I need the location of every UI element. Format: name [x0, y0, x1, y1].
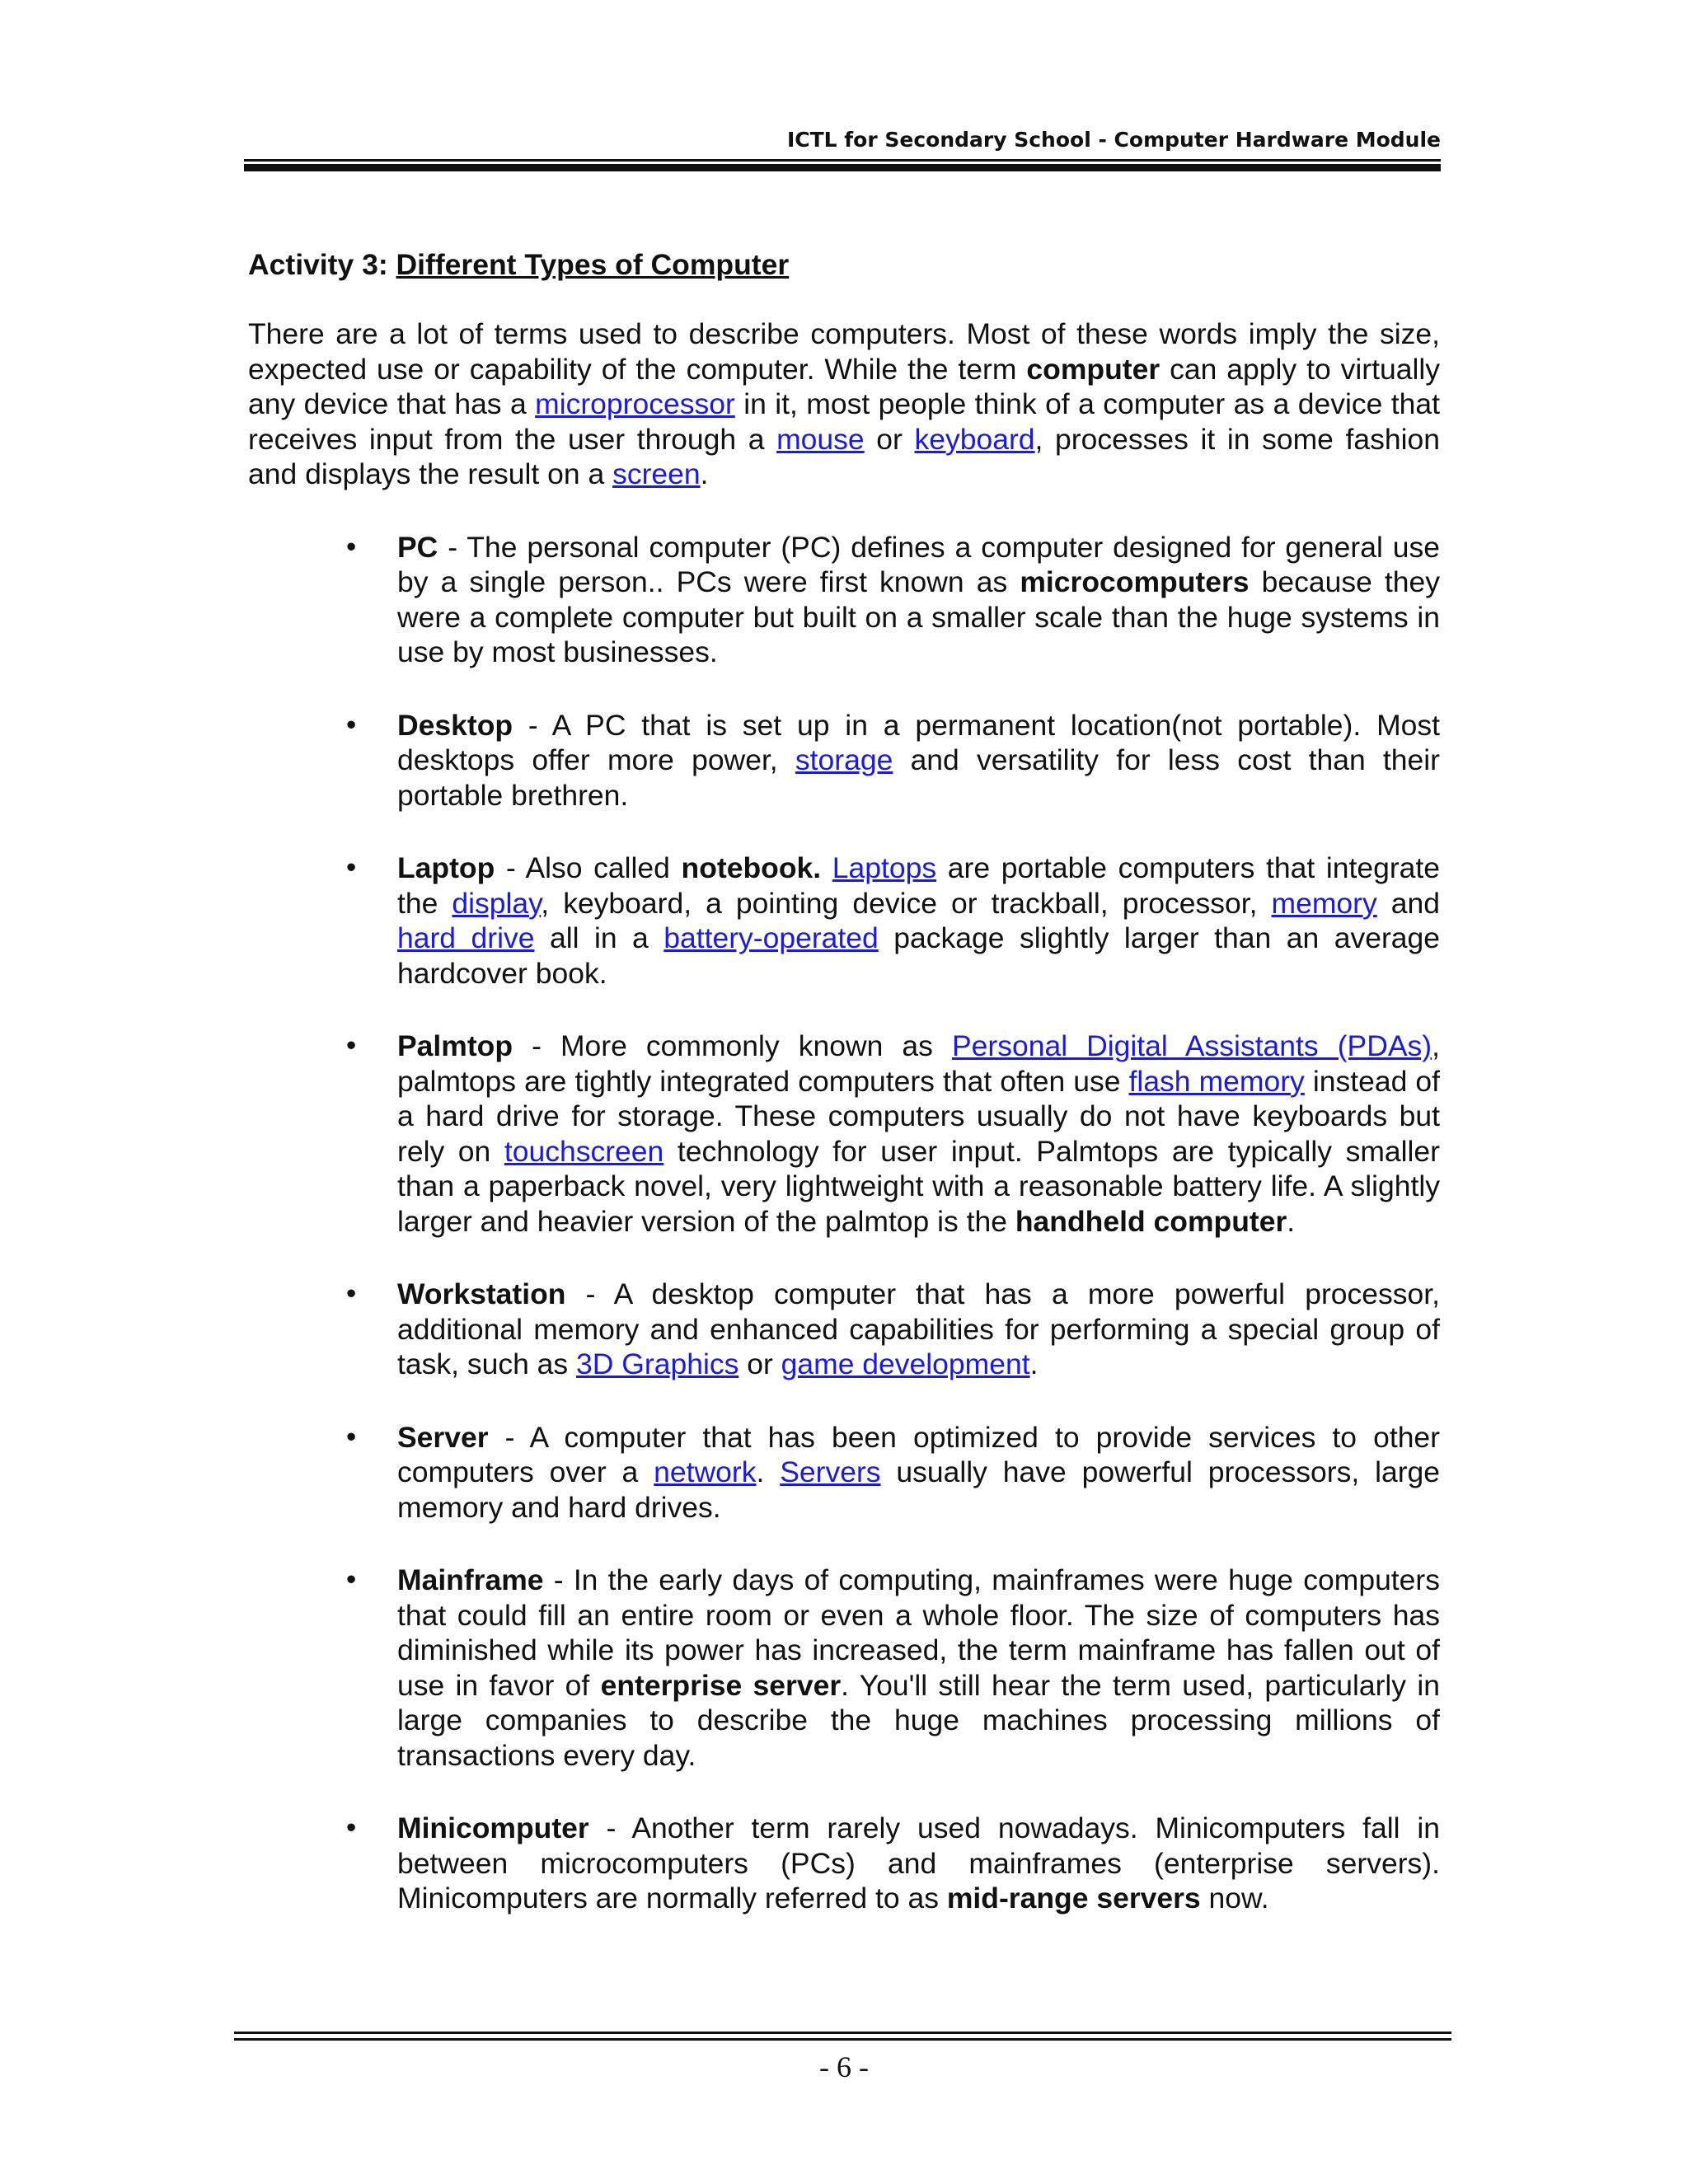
item-text: - In the early days of computing, mainframes were huge computers that could fill an entire room or even a whole floor. The size of computers has diminished while its power has increased, the term mainframe has fallen out of use in favor of	[397, 1563, 1440, 1702]
item-text: technology for user input. Palmtops are typically smaller than a paperback novel, very lightweight with a reasonable battery life. A slightly larger and heavier version of the palmtop is the	[397, 1134, 1440, 1238]
item-text: and versatility for less cost than their portable brethren.	[397, 743, 1440, 812]
activity-heading	[248, 247, 1440, 282]
item-text: now.	[1200, 1882, 1269, 1915]
link-touchscreen[interactable]: touchscreen	[504, 1134, 664, 1168]
intro-text: in it, most people think of a computer as a device that receives input from the user through a	[248, 387, 1440, 456]
term-server: Server	[397, 1420, 489, 1454]
item-text: or	[738, 1347, 781, 1380]
activity-label: Activity 3:	[248, 248, 396, 281]
bullet-icon: •	[346, 1029, 357, 1062]
bullet-icon: •	[346, 1420, 357, 1453]
term-desktop: Desktop	[397, 708, 513, 742]
link-mouse[interactable]: mouse	[776, 422, 865, 456]
page-number: - 6 -	[819, 2050, 869, 2083]
link-display[interactable]: display	[452, 886, 542, 920]
item-text: .	[1029, 1347, 1039, 1380]
list-item-laptop	[248, 851, 1440, 991]
link-laptops[interactable]: Laptops	[832, 851, 937, 884]
computer-types-list	[248, 530, 1440, 1916]
link-memory[interactable]: memory	[1271, 886, 1377, 920]
link-hard-drive[interactable]: hard drive	[397, 921, 535, 954]
link-microprocessor[interactable]: microprocessor	[535, 387, 735, 420]
term-pc: PC	[397, 530, 438, 564]
bullet-icon: •	[346, 851, 357, 883]
item-text: package slightly larger than an average hardcover book.	[397, 921, 1440, 990]
item-text: - A desktop computer that has a more powerful processor, additional memory and enhanced capabilities for performing a special group of task, such as	[397, 1277, 1440, 1380]
term-computer: computer	[1026, 352, 1160, 386]
item-text: - More commonly known as	[513, 1029, 952, 1062]
item-text: - Another term rarely used nowadays. Minicomputers fall in between microcomputers (PCs) and mainframes (enterprise servers). Minicomputers are normally referred to as	[397, 1811, 1440, 1915]
list-item-palmtop	[248, 1029, 1440, 1239]
item-text: - Also called	[495, 851, 682, 884]
bullet-icon: •	[346, 1811, 357, 1844]
item-text: usually have powerful processors, large memory and hard drives.	[397, 1455, 1441, 1524]
link-game-development[interactable]: game development	[781, 1347, 1030, 1380]
intro-text: , processes it in some fashion and displays the result on a	[248, 422, 1441, 490]
item-text: - A computer that has been optimized to provide services to other computers over a	[397, 1420, 1440, 1488]
item-text: - A PC that is set up in a permanent location(not portable). Most desktops offer more power,	[397, 708, 1440, 776]
header-rule-thick	[244, 164, 1441, 171]
term-mainframe: Mainframe	[397, 1563, 544, 1596]
term-handheld-computer: handheld computer	[1015, 1204, 1287, 1238]
link-flash-memory[interactable]: flash memory	[1128, 1064, 1305, 1098]
bullet-icon: •	[346, 1563, 357, 1596]
item-text: .	[756, 1455, 781, 1488]
item-text: , palmtops are tightly integrated computers that often use	[397, 1029, 1440, 1098]
intro-text: can apply to virtually any device that has a	[248, 352, 1441, 420]
link-pdas[interactable]: Personal Digital Assistants (PDAs)	[951, 1029, 1432, 1062]
item-text: because they were a complete computer but built on a smaller scale than the huge systems in use by most businesses.	[397, 565, 1441, 668]
activity-title: Different Types of Computer	[396, 248, 790, 281]
link-3d-graphics[interactable]: 3D Graphics	[576, 1347, 739, 1380]
term-laptop: Laptop	[397, 851, 495, 884]
intro-paragraph	[248, 316, 1440, 492]
term-minicomputer: Minicomputer	[397, 1811, 589, 1844]
list-item-workstation	[248, 1277, 1440, 1382]
term-enterprise-server: enterprise server	[600, 1668, 842, 1702]
bullet-icon: •	[346, 530, 357, 563]
item-text: - The personal computer (PC) defines a computer designed for general use by a single person.. PCs were first known as	[397, 530, 1440, 598]
footer-rule-bottom	[234, 2038, 1451, 2041]
link-network[interactable]: network	[654, 1455, 757, 1488]
term-palmtop: Palmtop	[397, 1029, 513, 1062]
item-text: , keyboard, a pointing device or trackball, processor,	[541, 886, 1272, 920]
list-item-desktop	[248, 708, 1440, 813]
item-text: instead of a hard drive for storage. These computers usually do not have keyboards but rely on	[397, 1064, 1440, 1168]
link-storage[interactable]: storage	[795, 743, 893, 776]
bullet-icon: •	[346, 1277, 357, 1310]
item-text: are portable computers that integrate the	[397, 851, 1440, 920]
list-item-server	[248, 1420, 1440, 1526]
link-keyboard[interactable]: keyboard	[914, 422, 1035, 456]
item-text	[821, 851, 832, 884]
item-text: .	[1287, 1204, 1296, 1238]
intro-text: There are a lot of terms used to describe computers. Most of these words imply the size, expected use or capability of the computer. While the term	[248, 317, 1440, 386]
item-text: all in a	[534, 921, 664, 954]
list-item-minicomputer	[248, 1811, 1440, 1916]
intro-text: or	[864, 422, 915, 456]
link-battery-operated[interactable]: battery-operated	[663, 921, 879, 954]
item-text: and	[1376, 886, 1441, 920]
footer-rule-top	[234, 2032, 1451, 2034]
page-content	[248, 247, 1440, 1954]
term-microcomputers: microcomputers	[1020, 565, 1250, 598]
item-text: . You'll still hear the term used, particularly in large companies to describe the huge machines processing millions of transactions every day.	[397, 1668, 1440, 1772]
link-servers[interactable]: Servers	[780, 1455, 881, 1488]
bullet-icon: •	[346, 708, 357, 741]
term-workstation: Workstation	[397, 1277, 566, 1310]
term-mid-range-servers: mid-range servers	[946, 1882, 1201, 1915]
list-item-mainframe	[248, 1563, 1440, 1773]
link-screen[interactable]: screen	[612, 457, 701, 490]
list-item-pc	[248, 530, 1440, 670]
intro-text: .	[700, 457, 709, 490]
header-rule-thin	[244, 159, 1441, 162]
running-header: ICTL for Secondary School - Computer Hardware Module	[786, 128, 1441, 152]
term-notebook: notebook.	[681, 851, 822, 884]
